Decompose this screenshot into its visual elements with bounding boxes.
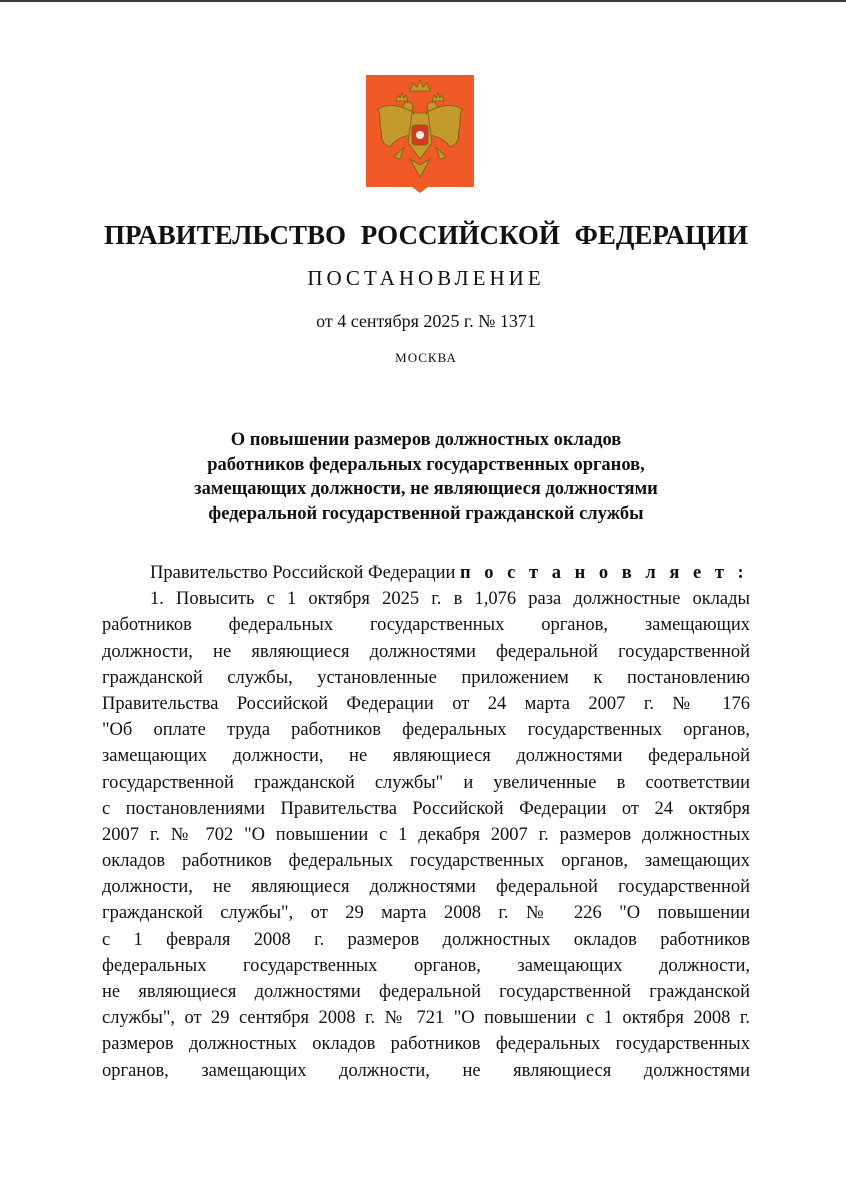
body-line: гражданской службы", от 29 марта 2008 г. № 226 "О повышении [102, 903, 750, 924]
body-line: должности, не являющиеся должностями федеральной государственной [102, 641, 750, 662]
decree-place: МОСКВА [395, 350, 457, 365]
subject-line: замещающих должности, не являющиеся должностями [194, 479, 658, 499]
body-line: замещающих должности, не являющиеся должностями федеральной [102, 746, 750, 767]
subject-line: работников федеральных государственных органов, [207, 454, 645, 475]
body-intro-line [102, 560, 750, 586]
body-line: органов, замещающих должности, не являющиеся должностями [102, 1060, 750, 1081]
body-line: 2007 г. № 702 "О повышении с 1 декабря 2007 г. размеров должностных [102, 824, 750, 845]
body-line: не являющиеся должностями федеральной государственной гражданской [102, 982, 750, 1002]
subject-line: федеральной государственной гражданской службы [208, 503, 644, 524]
body-line: федеральных государственных органов, замещающих должности, [102, 955, 750, 976]
body-line: работников федеральных государственных органов, замещающих [102, 615, 750, 636]
decree-subject [100, 428, 752, 526]
body-line: Правительства Российской Федерации от 24 марта 2007 г. № 176 [102, 693, 750, 714]
subject-line: О повышении размеров должностных окладов [230, 430, 622, 450]
body-line: 1. Повысить с 1 октября 2025 г. в 1,076 раза должностные оклады [150, 589, 750, 610]
page-top-border [0, 0, 846, 2]
government-name: ПРАВИТЕЛЬСТВО РОССИЙСКОЙ ФЕДЕРАЦИИ [104, 220, 748, 250]
body-line: окладов работников федеральных государственных органов, замещающих [102, 851, 750, 872]
body-line: размеров должностных окладов работников федеральных государственных [102, 1034, 750, 1055]
body-line: службы", от 29 сентября 2008 г. № 721 "О повышении с 1 октября 2008 г. [102, 1008, 750, 1029]
body-line: с 1 февраля 2008 г. размеров должностных окладов работников [102, 929, 750, 950]
decree-date-number: от 4 сентября 2025 г. № 1371 [316, 311, 536, 331]
body-line: государственной гражданской службы" и увеличенные в соответствии [102, 772, 750, 793]
decree-body [102, 560, 750, 1084]
body-line: должности, не являющиеся должностями федеральной государственной [102, 877, 750, 898]
body-line: гражданской службы, установленные приложением к постановлению [102, 667, 750, 688]
body-intro: Правительство Российской Федерации [150, 563, 456, 583]
body-intro-decision: п о с т а н о в л я е т : [460, 563, 749, 583]
body-line: с постановлениями Правительства Российской Федерации от 24 октября [102, 798, 750, 819]
document-type: ПОСТАНОВЛЕНИЕ [307, 266, 545, 290]
body-line: "Об оплате труда работников федеральных государственных органов, [102, 720, 750, 741]
coat-of-arms-icon [366, 75, 474, 193]
